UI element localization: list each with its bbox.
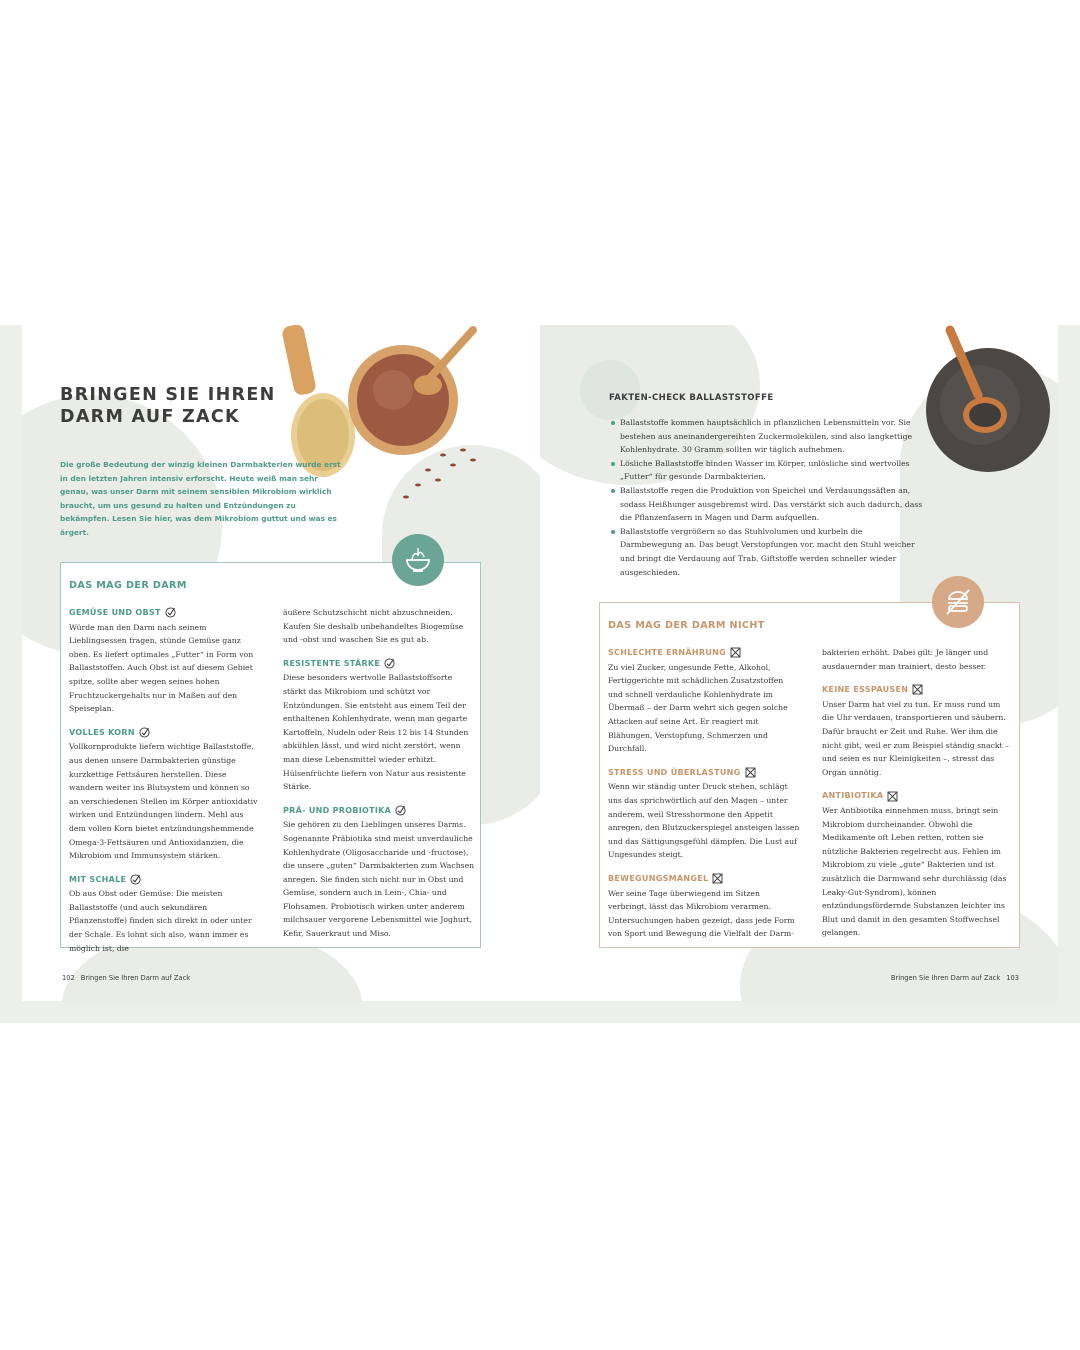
likes-col-1 — [69, 606, 261, 955]
likes-heading-3: MIT SCHALE — [69, 873, 261, 887]
dislikes-heading-2: STRESS UND ÜBERLASTUNG — [608, 766, 800, 780]
dislikes-text-3: Wer seine Tage überwiegend im Sitzen verbringt, lässt das Mikrobiom verarmen. Untersuchungen haben gezeigt, dass jede Form von Sport und Bewegung die Vielfalt der Darm- — [608, 888, 795, 939]
dislikes-text-2: Wenn wir ständig unter Druck stehen, schlägt uns das sprichwörtlich auf den Magen – unter anderem, weil Stresshormone den Appetit anregen, den Blutzuckerspiegel ansteigen lassen und das Sättigungsgefühl dämpfen. Die Lust auf Ungesundes steigt. — [608, 782, 800, 860]
cross-box-icon — [730, 647, 741, 658]
likes-text-2: Vollkornprodukte liefern wichtige Ballaststoffe, aus denen unsere Darmbakterien günstige kurzkettige Fettsäuren herstellen. Diese wandern weiter ins Blutsystem und können so an verschiedenen Stellen im Körper antioxidativ wirken und Entzündungen lindern. Mehl aus dem vollen Korn bietet entzündungshemmende Omega-3-Fettsäuren und Antioxidanzien, die Mikrobiom und Immunsystem stärken. — [69, 742, 258, 861]
facts-item: Ballaststoffe vergrößern so das Stuhlvolumen und kurbeln die Darmbewegung an. Das beugt Verstopfungen vor, macht den Stuhl weicher und bringt die Verdauung auf Trab. Giftstoffe werden schneller wieder ausgeschieden. — [611, 525, 926, 579]
page-number-right: 103 — [1006, 974, 1019, 982]
likes-text-5: Sie gehören zu den Lieblingen unseres Darms. Sogenannte Präbiotika sind meist unverdauliche Kohlenhydrate (Oligosaccharide und -fructose), die unsere „guten“ Darmbakterien zum Wachsen anregen. Sie finden sich nicht nur in Obst und Gemüse, sondern auch in Lein-, Chia- und Flohsamen. Probiotisch wirken unter anderem milchsauer vergorene Lebensmittel wie Joghurt, Kefir, Sauerkraut und Miso. — [283, 820, 475, 939]
running-title-right: Bringen Sie Ihren Darm auf Zack — [890, 974, 1001, 982]
dislikes-col2-lead: bakterien erhöht. Dabei gilt: Je länger und ausdauernder man trainiert, desto besser. — [822, 648, 989, 671]
dislikes-box — [599, 602, 1020, 948]
chia-seeds-illustration — [910, 325, 1070, 485]
likes-col2-lead: äußere Schutzschicht nicht abzuschneiden. Kaufen Sie deshalb unbehandeltes Biogemüse und -obst und waschen Sie es gut ab. — [283, 608, 464, 645]
facts-list — [611, 416, 926, 579]
check-icon — [384, 658, 395, 669]
likes-box — [60, 562, 481, 953]
dislikes-heading-4: KEINE ESSPAUSEN — [822, 683, 1014, 697]
check-icon — [165, 607, 176, 618]
check-icon — [130, 874, 141, 885]
check-icon — [395, 805, 406, 816]
likes-heading-2: VOLLES KORN — [69, 726, 261, 740]
facts-item: Lösliche Ballaststoffe binden Wasser im Körper, unlösliche sind wertvolles „Futter“ für gesunde Darmbakterien. — [611, 457, 926, 484]
cross-box-icon — [887, 791, 898, 802]
page-title: BRINGEN SIE IHREN DARM AUF ZACK — [60, 385, 276, 427]
facts-title: FAKTEN-CHECK BALLASTSTOFFE — [609, 393, 774, 403]
likes-box-title: DAS MAG DER DARM — [69, 580, 187, 591]
left-footer — [62, 974, 190, 982]
running-title-left: Bringen Sie Ihren Darm auf Zack — [80, 974, 191, 982]
dislikes-col-2 — [822, 646, 1014, 940]
cross-box-icon — [745, 767, 756, 778]
likes-heading-1: GEMÜSE UND OBST — [69, 606, 261, 620]
intro-text: Die große Bedeutung der winzig kleinen Darmbakterien wurde erst in den letzten Jahren intensiv erforscht. Heute weiß man sehr genau, was unser Darm mit seinem sensiblen Mikrobiom wirklich braucht, um uns gesund zu halten und Entzündungen zu bekämpfen. Lesen Sie hier, was dem Mikrobiom guttut und was es ärgert. — [60, 460, 341, 537]
cross-box-icon — [912, 684, 923, 695]
facts-decoration-circle — [580, 360, 640, 420]
facts-item: Ballaststoffe kommen hauptsächlich in pflanzlichen Lebensmitteln vor. Sie bestehen aus aneinandergereihten Zuckermolekülen, sind also langkettige Kohlenhydrate. 30 Gramm sollten wir täglich aufnehmen. — [611, 416, 926, 457]
page-number-left: 102 — [62, 974, 75, 982]
likes-text-1: Würde man den Darm nach seinem Lieblingsessen fragen, stünde Gemüse ganz oben. Es liefert optimales „Futter“ in Form von Ballaststoffen. Auch Obst ist auf diesem Gebiet spitze, sollte aber wegen seines hohen Fruchtzuckergehalts nur in Maßen auf den Speiseplan. — [69, 622, 254, 714]
dislikes-text-5: Wer Antibiotika einnehmen muss, bringt sein Mikrobiom durcheinander. Obwohl die Medikamente oft Leben retten, rotten sie nützliche Bakterien regelrecht aus. Fehlen im Mikrobiom zu viele „gute“ Bakterien und ist zusätzlich die Darmwand sehr durchlässig (das Leaky-Gut-Syndrom), können entzündungsfördernde Substanzen leichter ins Blut und damit in den gesamten Stoffwechsel gelangen. — [822, 805, 1007, 938]
likes-heading-4: RESISTENTE STÄRKE — [283, 657, 475, 671]
likes-text-4: Diese besonders wertvolle Ballaststoffsorte stärkt das Mikrobiom und schützt vor Entzündungen. Sie entsteht aus einem Teil der enthaltenen Kohlenhydrate, wenn man gegarte Kartoffeln, Nudeln oder Reis 12 bis 14 Stunden abkühlen lässt, und wird nicht zerstört, wenn man diese Lebensmittel wieder erhitzt. Hülsenfrüchte liefern von Natur aus resistente Stärke. — [283, 673, 469, 792]
right-footer — [891, 974, 1019, 982]
likes-text-3: Ob aus Obst oder Gemüse: Die meisten Ballaststoffe (und auch sekundären Pflanzenstoffe) finden sich direkt in oder unter der Schale. Es lohnt sich also, wann immer es möglich ist, die — [69, 889, 252, 953]
dislikes-heading-1: SCHLECHTE ERNÄHRUNG — [608, 646, 800, 660]
likes-col-2 — [283, 606, 475, 941]
facts-item: Ballaststoffe regen die Produktion von Speichel und Verdauungssäften an, sodass Heißhunger ausgebremst wird. Das verstärkt sich auch dadurch, dass die Pflanzenfasern in Magen und Darm aufquellen. — [611, 484, 926, 525]
dislikes-heading-3: BEWEGUNGSMANGEL — [608, 872, 800, 886]
dislikes-col-1 — [608, 646, 800, 941]
dislikes-text-4: Unser Darm hat viel zu tun. Er muss rund um die Uhr verdauen, transportieren und säubern. Dafür braucht er Zeit und Ruhe. Wer ihm die nicht gibt, weil er zum Beispiel ständig snackt – und seien es nur Kleinigkeiten –, stresst das Organ unnötig. — [822, 699, 1009, 777]
check-icon — [139, 727, 150, 738]
no-burger-icon — [932, 576, 984, 628]
salad-bowl-icon — [392, 534, 444, 586]
cross-box-icon — [712, 873, 723, 884]
dislikes-box-title: DAS MAG DER DARM NICHT — [608, 620, 765, 631]
dislikes-heading-5: ANTIBIOTIKA — [822, 789, 1014, 803]
likes-heading-5: PRÄ- UND PROBIOTIKA — [283, 804, 475, 818]
dislikes-text-1: Zu viel Zucker, ungesunde Fette, Alkohol, Fertiggerichte mit schädlichen Zusatzstoffen und schnell verdauliche Kohlenhydrate im Übermaß – der Darm wehrt sich gegen solche Attacken auf seine Art. Er reagiert mit Blähungen, Verstopfung, Schmerzen und Durchfall. — [608, 662, 788, 754]
